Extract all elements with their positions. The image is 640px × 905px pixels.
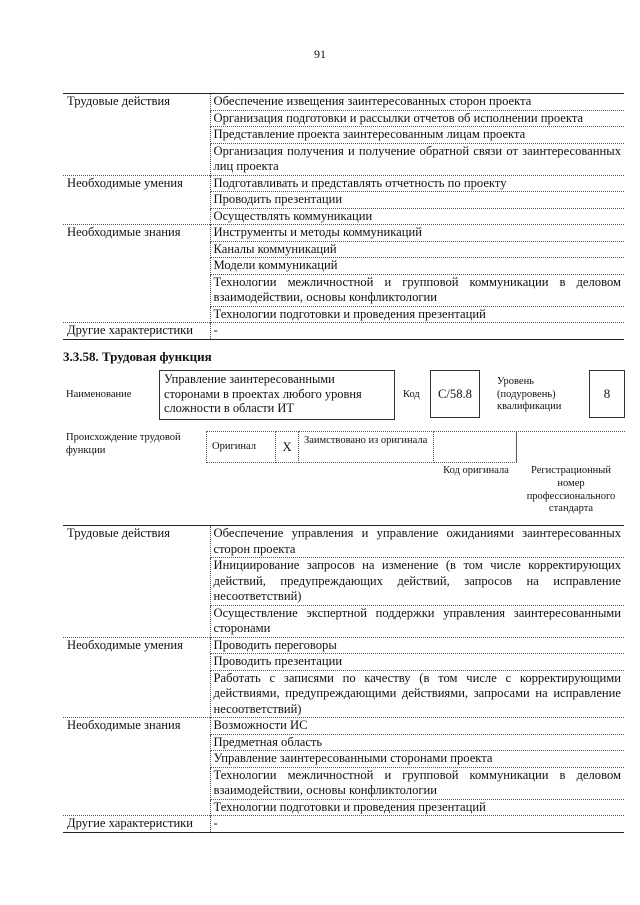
row-group-label: Необходимые умения [63,175,210,225]
original-code-label: Код оригинала [443,465,509,476]
name-label: Наименование [66,389,132,400]
row-group-label: Необходимые знания [63,718,210,816]
page-number: 91 [314,47,326,61]
row-group-label: Трудовые действия [63,94,210,176]
row-group-label: Необходимые умения [63,637,210,718]
competency-table-1 [63,93,624,340]
level-label: Уровень (подуровень) квалификации [497,376,562,412]
row-item: Технологии межличностной и групповой коммуникации в деловом взаимодействии, основы конфликтологии [210,767,624,799]
borrowed-cell [298,431,434,463]
row-group-label: Необходимые знания [63,225,210,323]
registration-number-label: Регистрационный номер профессионального стандарта [526,465,616,515]
row-item: Управление заинтересованными сторонами проекта [210,751,624,768]
row-item: Организация подготовки и рассылки отчетов об исполнении проекта [210,110,624,127]
row-item: - [210,323,624,340]
row-item: Возможности ИС [210,718,624,735]
row-item: Обеспечение управления и управление ожиданиями заинтересованных сторон проекта [210,526,624,558]
table-row [63,637,624,654]
row-item: Проводить переговоры [210,637,624,654]
row-item: - [210,816,624,833]
row-item: Проводить презентации [210,654,624,671]
original-code-cell [433,431,517,463]
origin-label: Происхождение трудовой функции [66,432,181,456]
row-item: Предметная область [210,734,624,751]
row-item: Технологии межличностной и групповой коммуникации в деловом взаимодействии, основы конфликтологии [210,274,624,306]
table-row [63,816,624,833]
table-row [63,225,624,242]
row-item: Подготавливать и представлять отчетность по проекту [210,175,624,192]
row-item: Осуществлять коммуникации [210,208,624,225]
row-item: Организация получения и получение обратной связи от заинтересованных лиц проекта [210,143,624,175]
table-row [63,175,624,192]
row-item: Модели коммуникаций [210,258,624,275]
level-value: 8 [589,370,625,418]
table-row [63,323,624,340]
code-label: Код [403,389,420,400]
row-group-label: Трудовые действия [63,526,210,638]
row-item: Инструменты и методы коммуникаций [210,225,624,242]
code-value: C/58.8 [430,370,480,418]
registration-number-cell [516,431,625,462]
table-row [63,94,624,111]
section-title: 3.3.58. Трудовая функция [63,349,212,364]
row-item: Осуществление экспертной поддержки управления заинтересованными сторонами [210,605,624,637]
row-item: Технологии подготовки и проведения презентаций [210,799,624,816]
row-group-label: Другие характеристики [63,323,210,340]
original-cell [206,431,276,463]
row-item: Представление проекта заинтересованным лицам проекта [210,127,624,144]
row-item: Каналы коммуникаций [210,241,624,258]
name-value: Управление заинтересованными сторонами в проектах любого уровня сложности в области ИТ [159,370,395,420]
row-item: Технологии подготовки и проведения презентаций [210,306,624,323]
row-item: Работать с записями по качеству (в том числе с корректирующими действиями, предупреждающими действиями, запросами на исправление несоответствий) [210,670,624,718]
row-item: Обеспечение извещения заинтересованных сторон проекта [210,94,624,111]
row-item: Проводить презентации [210,192,624,209]
row-item: Инициирование запросов на изменение (в том числе корректирующих действий, предупреждающих действий, запросов на исправление несоответствий) [210,558,624,606]
row-group-label: Другие характеристики [63,816,210,833]
table-row [63,526,624,558]
original-label: Оригинал [212,441,256,452]
table-row [63,718,624,735]
original-mark: X [275,431,299,463]
competency-table-2 [63,525,624,833]
borrowed-label: Заимствовано из оригинала [304,435,428,446]
